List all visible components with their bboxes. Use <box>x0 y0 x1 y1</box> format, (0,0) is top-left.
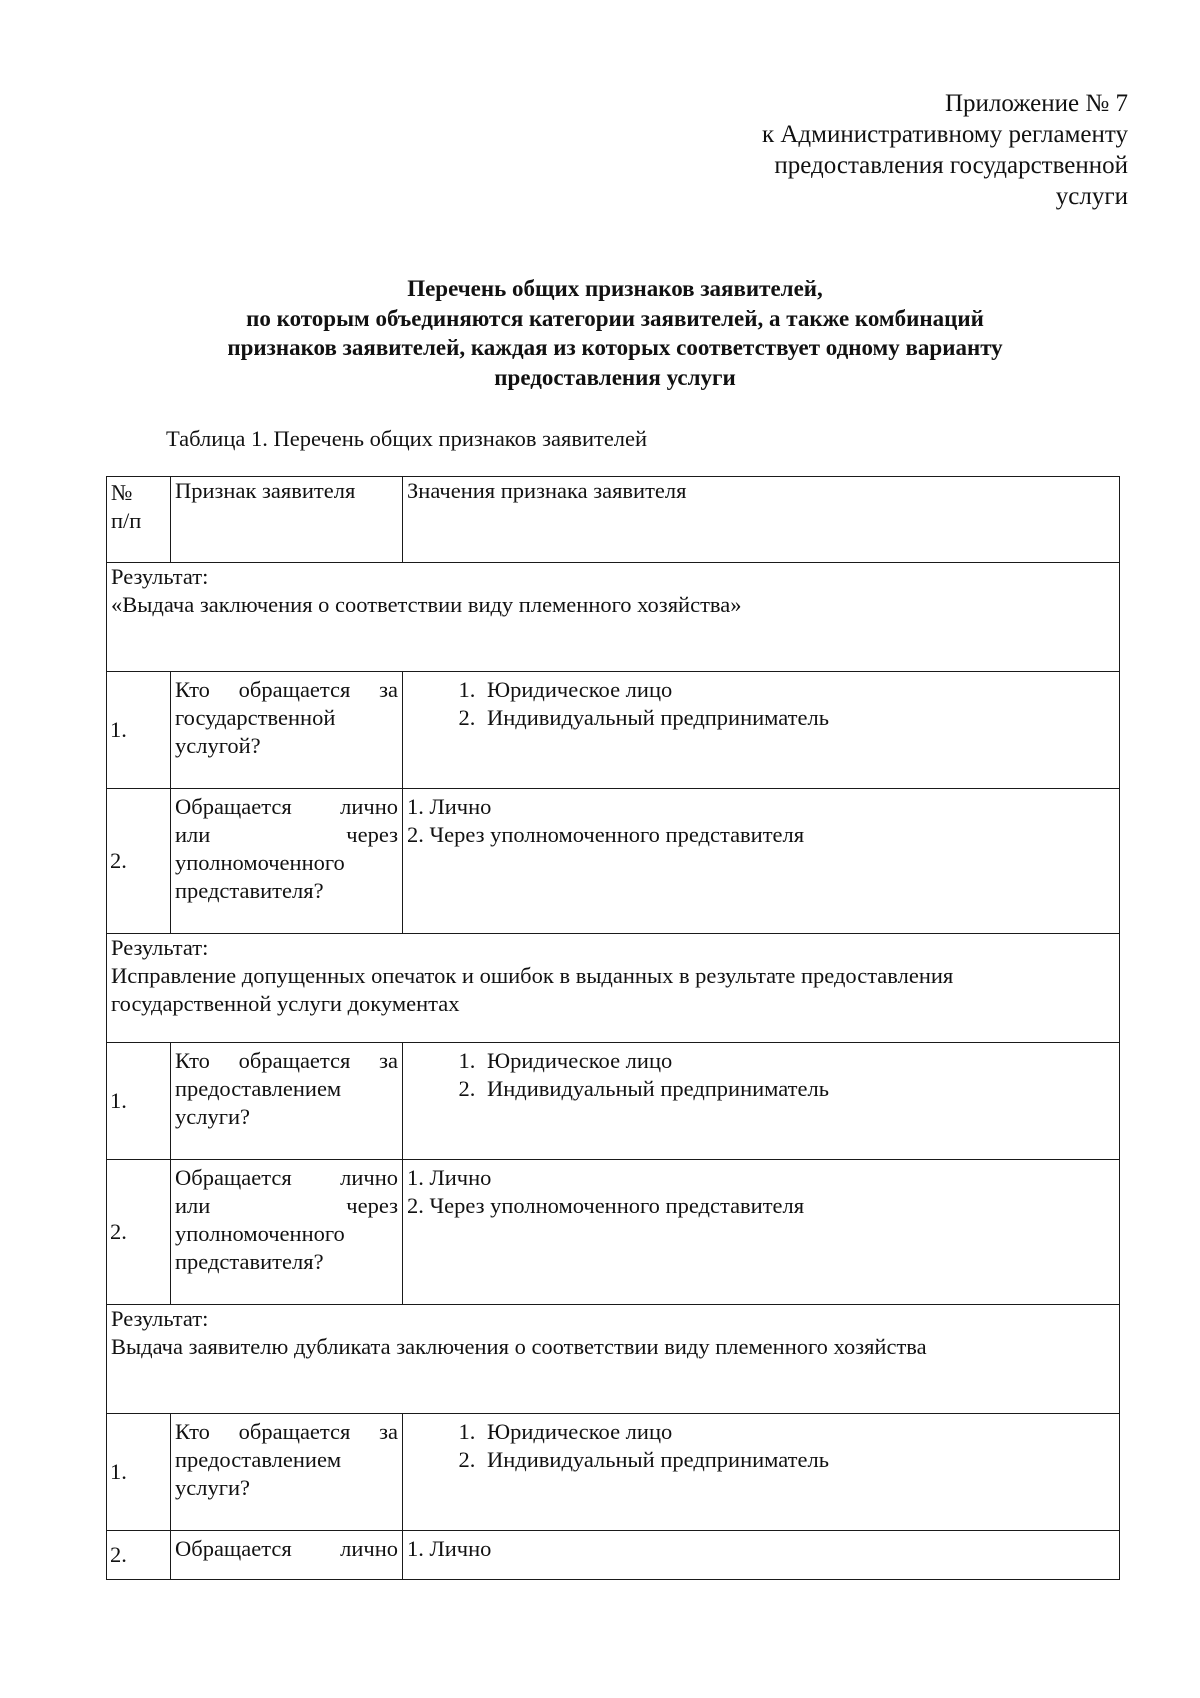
table-row <box>107 672 1120 789</box>
value-item: 1. Лично <box>407 1536 492 1561</box>
value-item: 2. Индивидуальный предприниматель <box>481 704 1115 732</box>
values-list <box>407 1418 1115 1474</box>
value-item: 1. Юридическое лицо <box>481 1047 1115 1075</box>
value-item: 1. Лично <box>407 1165 492 1190</box>
row-values <box>403 1414 1120 1531</box>
attr-line: Кто обращается за <box>175 677 398 702</box>
header-number-line-1: № <box>111 480 133 505</box>
row-attribute <box>171 1043 403 1160</box>
values-list <box>407 676 1115 732</box>
attr-line: услуги? <box>175 1475 250 1500</box>
row-attribute <box>171 1160 403 1305</box>
attr-line: или через <box>175 1193 398 1218</box>
heading-line-4: предоставления услуги <box>494 364 736 390</box>
attr-line: Обращается лично <box>175 1165 398 1190</box>
result-text-line-2: государственной услуги документах <box>111 991 460 1016</box>
row-number: 2. <box>107 789 171 934</box>
result-label: Результат: <box>111 564 209 589</box>
result-cell <box>107 563 1120 672</box>
result-row <box>107 934 1120 1043</box>
table-header-row <box>107 477 1120 563</box>
values-list <box>407 1047 1115 1103</box>
attr-line: предоставлением <box>175 1076 342 1101</box>
table-row <box>107 1414 1120 1531</box>
row-number: 1. <box>107 672 171 789</box>
row-attribute <box>171 1531 403 1580</box>
row-values <box>403 1043 1120 1160</box>
row-values <box>403 1531 1120 1580</box>
header-values: Значения признака заявителя <box>403 477 1120 563</box>
value-item: 2. Через уполномоченного представителя <box>407 1193 805 1218</box>
value-item: 2. Через уполномоченного представителя <box>407 822 805 847</box>
result-cell <box>107 1305 1120 1414</box>
annex-line-2: к Административному регламенту <box>761 121 1128 148</box>
row-number: 1. <box>107 1414 171 1531</box>
heading-line-2: по которым объединяются категории заявителей, а также комбинаций <box>246 305 984 331</box>
header-number-line-2: п/п <box>111 508 142 533</box>
table-row <box>107 1160 1120 1305</box>
annex-line-4: услуги <box>1055 183 1128 210</box>
annex-reference <box>762 88 1128 212</box>
attr-line: уполномоченного <box>175 850 345 875</box>
result-label: Результат: <box>111 935 209 960</box>
attr-line: предоставлением <box>175 1447 342 1472</box>
table-row <box>107 1043 1120 1160</box>
value-item: 2. Индивидуальный предприниматель <box>481 1075 1115 1103</box>
result-label: Результат: <box>111 1306 209 1331</box>
attr-line: представителя? <box>175 1249 324 1274</box>
attr-line: или через <box>175 822 398 847</box>
row-number: 1. <box>107 1043 171 1160</box>
table-row <box>107 789 1120 934</box>
row-number: 2. <box>107 1531 171 1580</box>
result-text: «Выдача заключения о соответствии виду племенного хозяйства» <box>111 592 742 617</box>
attr-line: представителя? <box>175 878 324 903</box>
row-attribute <box>171 672 403 789</box>
row-values <box>403 789 1120 934</box>
attr-line: Обращается лично <box>175 1536 398 1561</box>
heading-line-1: Перечень общих признаков заявителей, <box>407 276 823 301</box>
header-attribute: Признак заявителя <box>171 477 403 563</box>
document-heading <box>150 274 1080 392</box>
attr-line: Кто обращается за <box>175 1048 398 1073</box>
annex-number: Приложение № 7 <box>944 90 1128 117</box>
table-row <box>107 1531 1120 1580</box>
attr-line: Обращается лично <box>175 794 398 819</box>
attr-line: государственной <box>175 705 336 730</box>
result-text: Выдача заявителю дубликата заключения о соответствии виду племенного хозяйства <box>111 1334 927 1359</box>
row-values <box>403 672 1120 789</box>
annex-line-3: предоставления государственной <box>774 152 1128 179</box>
row-attribute <box>171 789 403 934</box>
row-attribute <box>171 1414 403 1531</box>
header-number <box>107 477 171 563</box>
value-item: 2. Индивидуальный предприниматель <box>481 1446 1115 1474</box>
result-cell <box>107 934 1120 1043</box>
value-item: 1. Юридическое лицо <box>481 1418 1115 1446</box>
value-item: 1. Юридическое лицо <box>481 676 1115 704</box>
result-row <box>107 1305 1120 1414</box>
heading-line-3: признаков заявителей, каждая из которых соответствует одному варианту <box>227 335 1003 360</box>
row-number: 2. <box>107 1160 171 1305</box>
attr-line: услугой? <box>175 733 261 758</box>
row-values <box>403 1160 1120 1305</box>
attr-line: Кто обращается за <box>175 1419 398 1444</box>
applicant-attributes-table <box>106 476 1120 1580</box>
attr-line: уполномоченного <box>175 1221 345 1246</box>
value-item: 1. Лично <box>407 794 492 819</box>
result-row <box>107 563 1120 672</box>
result-text-line-1: Исправление допущенных опечаток и ошибок в выданных в результате предоставления <box>111 963 954 988</box>
table-caption: Таблица 1. Перечень общих признаков заявителей <box>166 426 648 451</box>
attr-line: услуги? <box>175 1104 250 1129</box>
